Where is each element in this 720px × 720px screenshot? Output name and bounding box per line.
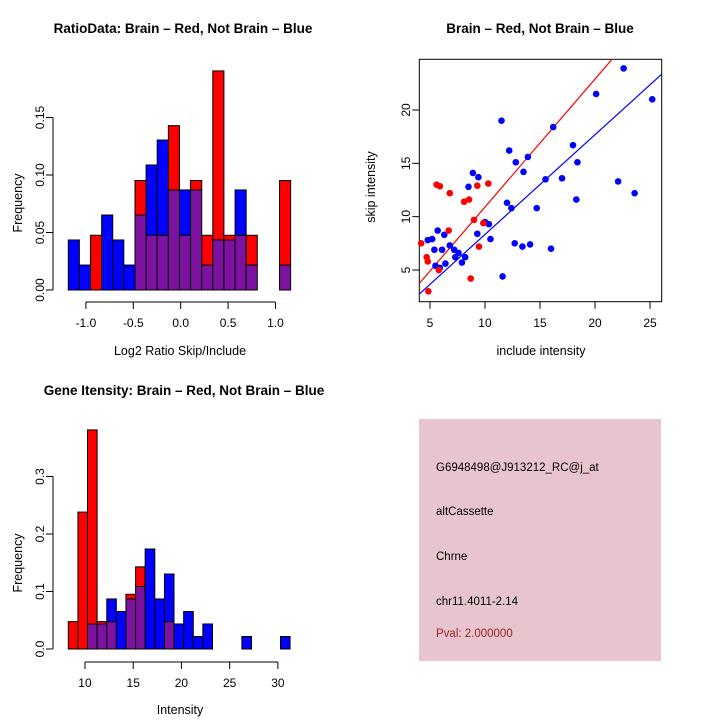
x-axis [78, 662, 285, 690]
blue-point [573, 196, 580, 203]
ratio-hist [33, 71, 291, 330]
gene-hist-ylabel: Frequency [11, 533, 25, 593]
blue-point [559, 175, 566, 182]
ratio-hist-ylabel: Frequency [11, 173, 25, 233]
tick-label: 15 [399, 156, 413, 171]
scatter-title: Brain – Red, Not Brain – Blue [446, 21, 634, 36]
tick-label: 20 [399, 103, 413, 117]
blue-point [520, 169, 527, 176]
blue-point [511, 240, 518, 247]
probe-id: G6948498@J913212_RC@j_at [436, 462, 599, 474]
blue-point [525, 154, 532, 161]
ratio-hist-title: RatioData: Brain – Red, Not Brain – Blue [53, 21, 313, 36]
gene-hist-xlabel: Intensity [156, 703, 204, 717]
blue-point [486, 221, 493, 228]
red-point [425, 288, 432, 295]
gene-name: Chrne [436, 551, 468, 563]
blue-point [470, 170, 477, 177]
red-point [435, 267, 442, 274]
y-axis [33, 105, 53, 301]
blue-point [550, 124, 557, 131]
tick-label: 0.0 [33, 640, 47, 658]
tick-label: 0.1 [33, 583, 47, 600]
blue-point [533, 205, 540, 212]
blue-point [474, 230, 481, 237]
blue-point [475, 174, 482, 181]
x-axis [427, 302, 657, 330]
tick-label: 0.0 [172, 316, 190, 330]
blue-point [452, 254, 459, 261]
tick-label: -0.5 [122, 316, 144, 330]
blue-point [574, 159, 581, 166]
red-point [446, 190, 453, 197]
blue-point [508, 205, 515, 212]
blue-point [519, 243, 526, 250]
blue-point [506, 147, 513, 154]
blue-point [499, 273, 506, 280]
scatter-ylabel: skip intensity [364, 151, 378, 223]
red-point [466, 196, 473, 203]
tick-label: 10 [78, 676, 92, 690]
red-point [476, 243, 483, 250]
tick-label: 15 [126, 676, 140, 690]
gene-hist-title: Gene Itensity: Brain – Red, Not Brain – Blue [43, 383, 325, 398]
tick-label: -1.0 [75, 316, 97, 330]
blue-point [487, 236, 494, 243]
red-point [480, 220, 487, 227]
tick-label: 0.10 [33, 163, 47, 187]
blue-point [527, 241, 534, 248]
blue-point [542, 176, 549, 183]
red-point [471, 217, 478, 224]
blue-point [593, 91, 600, 98]
blue-point [459, 259, 466, 266]
tick-label: 10 [399, 209, 413, 224]
tick-label: 1.0 [267, 316, 284, 330]
red-point [418, 240, 425, 247]
tick-label: 0.2 [33, 525, 47, 543]
red-point [445, 227, 452, 234]
x-axis [76, 302, 285, 330]
blue-point [498, 117, 505, 124]
blue-point [512, 159, 519, 166]
tick-label: 30 [271, 676, 285, 690]
splice-type: altCassette [436, 506, 494, 518]
y-axis [399, 103, 419, 273]
blue-point [631, 190, 638, 197]
bars [68, 71, 290, 290]
tick-label: 15 [533, 316, 547, 330]
tick-label: 5 [399, 266, 413, 274]
ratio-hist-xlabel: Log2 Ratio Skip/Include [113, 344, 247, 358]
bars [68, 430, 290, 649]
intensity-scatter [399, 59, 662, 330]
blue-point [434, 227, 441, 234]
blue-point [446, 242, 453, 249]
blue-point [615, 178, 622, 185]
blue-fit-line [419, 74, 661, 294]
tick-label: 5 [426, 316, 434, 330]
blue-point [570, 142, 577, 149]
tick-label: 0.3 [33, 468, 47, 485]
tick-label: 0.05 [33, 220, 47, 245]
red-point [437, 183, 444, 190]
red-point [423, 254, 430, 261]
tick-label: 0.5 [219, 316, 237, 330]
red-point [485, 180, 492, 187]
blue-point [620, 65, 627, 72]
red-point [467, 275, 474, 282]
tick-label: 0.15 [33, 105, 47, 130]
y-axis [33, 468, 53, 658]
blue-point [548, 245, 555, 252]
scatter-xlabel: include intensity [496, 344, 586, 358]
plot-box [419, 59, 661, 301]
red-fit-line [419, 59, 612, 283]
tick-label: 25 [222, 676, 237, 690]
gene-hist [33, 430, 290, 690]
tick-label: 20 [588, 316, 602, 330]
blue-point [442, 260, 449, 267]
blue-point [431, 246, 438, 253]
tick-label: 0.00 [33, 278, 47, 302]
red-point [474, 182, 481, 189]
tick-label: 10 [478, 316, 492, 330]
info-box [419, 419, 661, 661]
blue-point [504, 199, 511, 206]
pval-text: Pval: 2.000000 [436, 628, 513, 640]
blue-point [649, 96, 656, 103]
tick-label: 20 [174, 676, 189, 690]
blue-point [429, 236, 436, 243]
points [418, 65, 656, 295]
blue-point [465, 183, 472, 190]
locus: chr11.4011-2.14 [436, 596, 519, 608]
blue-point [439, 246, 446, 253]
tick-label: 25 [643, 316, 657, 330]
